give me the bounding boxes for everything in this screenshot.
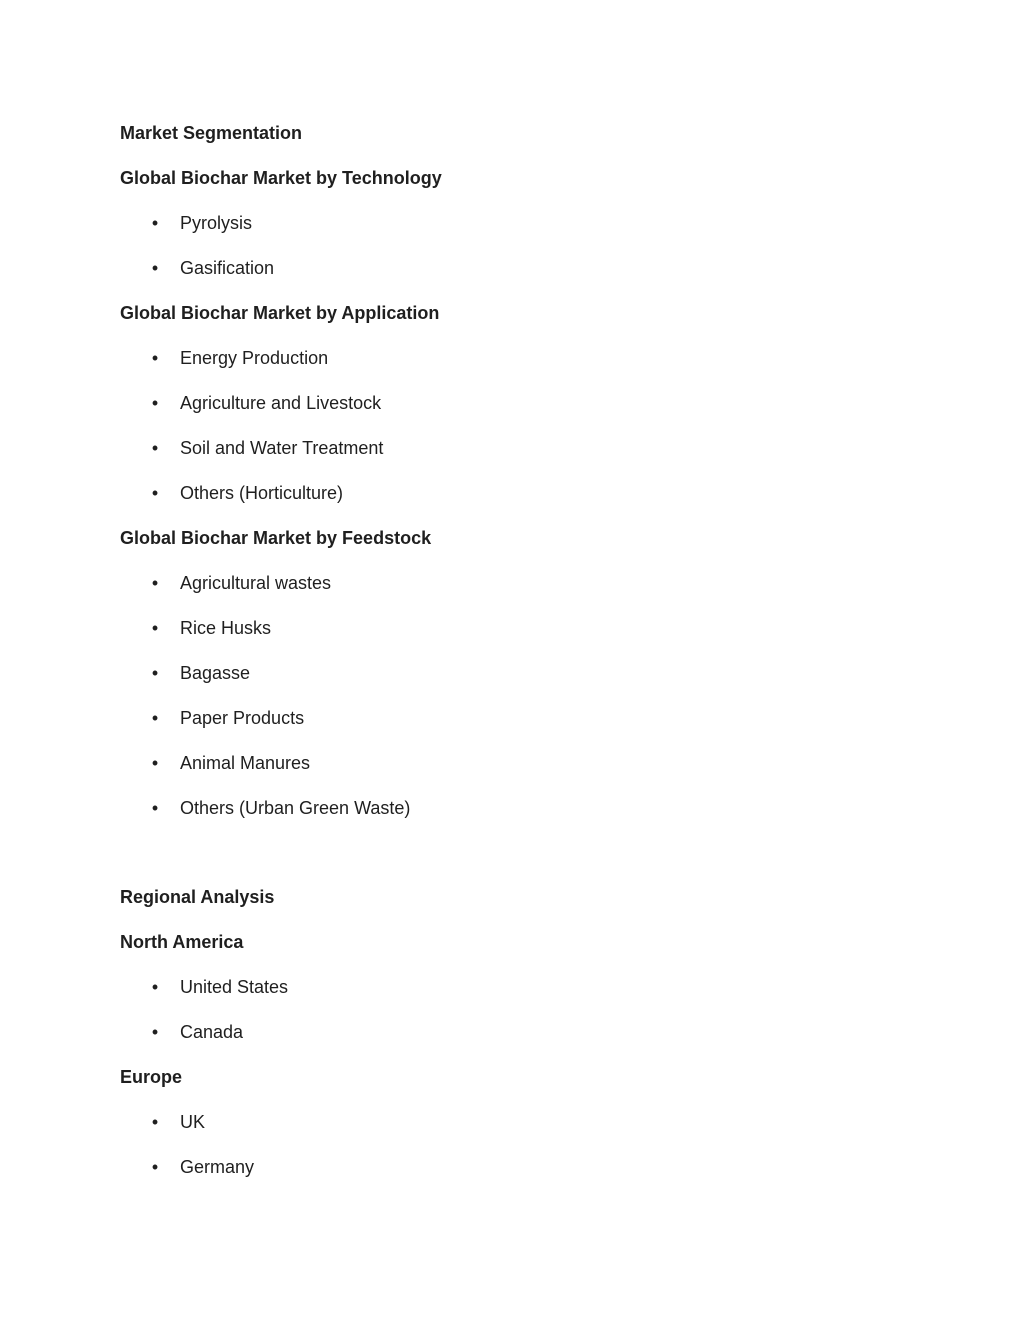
heading-north-america: North America xyxy=(120,932,244,952)
bullet-icon: • xyxy=(151,483,159,503)
bullet-icon: • xyxy=(151,708,159,728)
heading-technology: Global Biochar Market by Technology xyxy=(120,168,442,188)
bullet-icon: • xyxy=(151,438,159,458)
list-item-text: Gasification xyxy=(180,258,275,278)
bullet-icon: • xyxy=(151,213,159,233)
bullet-icon: • xyxy=(151,798,159,818)
heading-application: Global Biochar Market by Application xyxy=(120,303,440,323)
heading-europe: Europe xyxy=(120,1067,183,1087)
list-item-text: Agricultural wastes xyxy=(180,573,332,593)
list-item-text: UK xyxy=(180,1112,206,1132)
list-item-text: United States xyxy=(180,977,289,997)
heading-regional-analysis: Regional Analysis xyxy=(120,887,275,907)
bullet-icon: • xyxy=(151,573,159,593)
list-item-text: Energy Production xyxy=(180,348,329,368)
bullet-icon: • xyxy=(151,1112,159,1132)
list-item-text: Pyrolysis xyxy=(180,213,253,233)
list-item-text: Rice Husks xyxy=(180,618,272,638)
list-item-text: Paper Products xyxy=(180,708,305,728)
bullet-icon: • xyxy=(151,663,159,683)
bullet-icon: • xyxy=(151,1157,159,1177)
list-item-text: Soil and Water Treatment xyxy=(180,438,384,458)
bullet-icon: • xyxy=(151,348,159,368)
bullet-icon: • xyxy=(151,618,159,638)
list-item-text: Others (Urban Green Waste) xyxy=(180,798,411,818)
list-item-text: Others (Horticulture) xyxy=(180,483,344,503)
list-item-text: Animal Manures xyxy=(180,753,311,773)
bullet-icon: • xyxy=(151,393,159,413)
bullet-icon: • xyxy=(151,753,159,773)
bullet-icon: • xyxy=(151,258,159,278)
list-item-text: Germany xyxy=(180,1157,255,1177)
heading-market-segmentation: Market Segmentation xyxy=(120,123,303,143)
bullet-icon: • xyxy=(151,977,159,997)
bullet-icon: • xyxy=(151,1022,159,1042)
list-item-text: Agriculture and Livestock xyxy=(180,393,382,413)
list-item-text: Bagasse xyxy=(180,663,251,683)
list-item-text: Canada xyxy=(180,1022,244,1042)
heading-feedstock: Global Biochar Market by Feedstock xyxy=(120,528,432,548)
